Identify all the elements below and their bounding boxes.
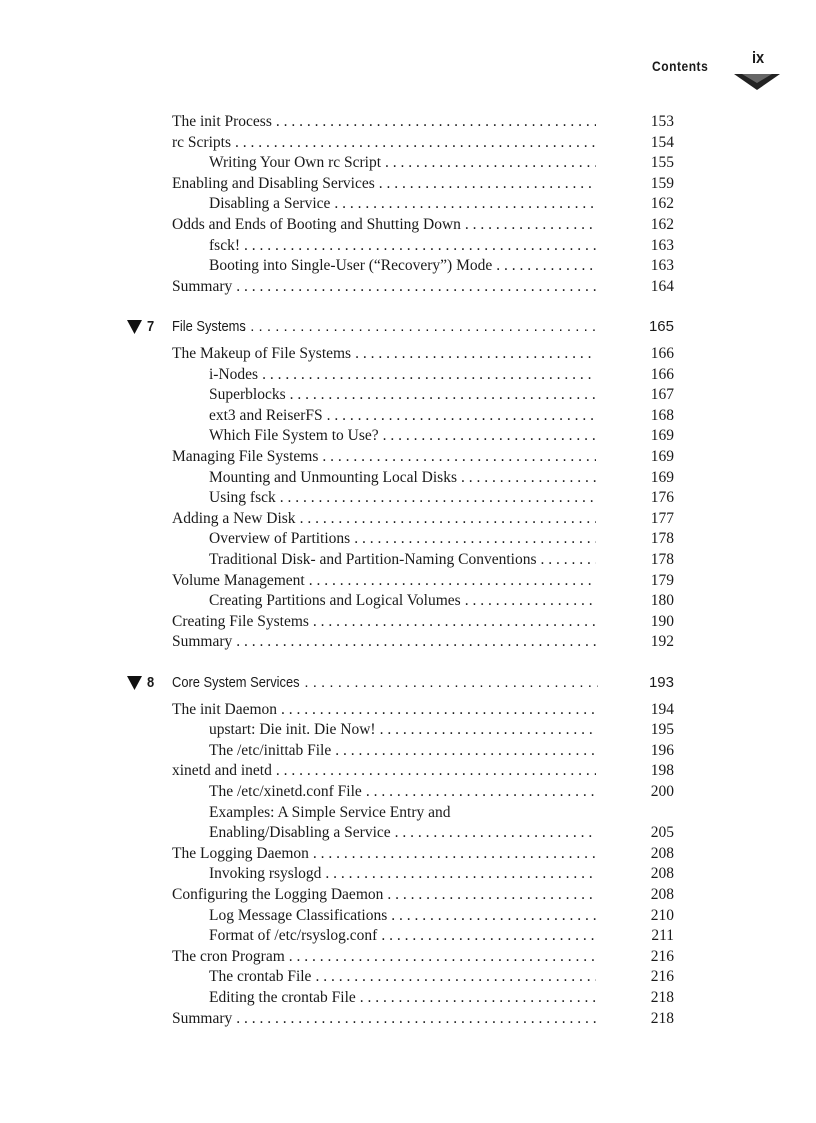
entry-title: Overview of Partitions xyxy=(209,530,351,548)
entry-line xyxy=(209,803,451,823)
entry-line xyxy=(209,591,600,611)
toc-entry xyxy=(0,194,816,214)
dot-leader xyxy=(281,700,596,720)
entry-title: Booting into Single-User (“Recovery”) Mode xyxy=(209,257,493,275)
dot-leader xyxy=(461,468,596,488)
entry-line xyxy=(209,823,600,843)
toc-entry xyxy=(0,988,816,1008)
page-reference: 155 xyxy=(650,154,674,172)
page-reference: 166 xyxy=(650,365,674,383)
toc-entry xyxy=(0,509,816,529)
entry-title: Which File System to Use? xyxy=(209,427,379,445)
entry-title: Configuring the Logging Daemon xyxy=(172,886,384,903)
entry-title: Invoking rsyslogd xyxy=(209,865,322,883)
dot-leader xyxy=(315,967,596,987)
entry-title: Format of /etc/rsyslog.conf xyxy=(209,927,378,945)
dot-leader xyxy=(385,153,596,173)
entry-title: The init Process xyxy=(172,113,272,130)
triangle-marker-icon xyxy=(127,676,142,690)
entry-line xyxy=(209,926,600,946)
entry-line xyxy=(209,488,600,508)
toc-entry xyxy=(0,782,816,802)
entry-line xyxy=(209,236,600,256)
page-reference: 162 xyxy=(650,216,674,233)
down-arrow-icon xyxy=(732,70,782,92)
dot-leader xyxy=(354,529,596,549)
entry-line xyxy=(209,550,600,570)
dot-leader xyxy=(304,673,598,693)
dot-leader xyxy=(380,720,596,740)
entry-line xyxy=(209,967,600,987)
chapter-number: 7 xyxy=(147,318,155,336)
entry-line xyxy=(172,215,600,235)
entry-title: Managing File Systems xyxy=(172,448,319,465)
entry-title: ext3 and ReiserFS xyxy=(209,406,323,424)
toc-entry xyxy=(0,236,816,256)
entry-title: Odds and Ends of Booting and Shutting Down xyxy=(172,216,461,233)
dot-leader xyxy=(313,844,596,864)
toc-entry xyxy=(0,153,816,173)
toc-entry xyxy=(0,133,816,153)
dot-leader xyxy=(276,112,596,132)
entry-title: Creating Partitions and Logical Volumes xyxy=(209,592,461,610)
page-reference: 210 xyxy=(650,906,674,924)
dot-leader xyxy=(236,277,596,297)
entry-line xyxy=(172,632,600,652)
dot-leader xyxy=(280,488,596,508)
toc-entry xyxy=(0,488,816,508)
page-reference: 169 xyxy=(650,448,674,465)
entry-line xyxy=(209,468,600,488)
page-reference: 190 xyxy=(650,612,674,630)
entry-title: Summary xyxy=(172,633,233,651)
toc-entry xyxy=(0,612,816,632)
entry-title: Log Message Classifications xyxy=(209,906,388,924)
entry-line xyxy=(209,426,600,446)
entry-title: The crontab File xyxy=(209,968,312,986)
page-reference: 211 xyxy=(651,927,674,945)
entry-title: The Logging Daemon xyxy=(172,844,309,862)
dot-leader xyxy=(244,236,596,256)
entry-line xyxy=(209,365,600,385)
entry-title: Volume Management xyxy=(172,571,305,589)
page-reference: 165 xyxy=(648,318,674,336)
dot-leader xyxy=(379,174,596,194)
entry-title: Editing the crontab File xyxy=(209,989,356,1006)
dot-leader xyxy=(381,926,596,946)
dot-leader xyxy=(300,509,596,529)
page-reference: 167 xyxy=(650,386,674,404)
toc-entry xyxy=(0,885,816,905)
entry-line xyxy=(172,447,600,467)
entry-title: Adding a New Disk xyxy=(172,509,296,527)
dot-leader xyxy=(325,864,596,884)
page-reference: 208 xyxy=(650,844,674,862)
page-reference: 216 xyxy=(650,947,674,965)
page-reference: 166 xyxy=(650,345,674,362)
page-reference: 180 xyxy=(650,592,674,610)
page-reference: 218 xyxy=(650,1009,674,1027)
dot-leader xyxy=(383,426,596,446)
entry-title: The /etc/xinetd.conf File xyxy=(209,783,362,800)
dot-leader xyxy=(289,947,596,967)
toc-entry xyxy=(0,700,816,720)
toc-entry xyxy=(0,406,816,426)
entry-line xyxy=(172,700,600,720)
entry-title: fsck! xyxy=(209,236,240,254)
dot-leader xyxy=(334,194,596,214)
toc-entry xyxy=(0,844,816,864)
dot-leader xyxy=(242,317,598,337)
page-reference: 178 xyxy=(650,551,674,568)
entry-title: The cron Program xyxy=(172,947,285,965)
page-reference: 163 xyxy=(650,257,674,275)
entry-line xyxy=(172,947,600,967)
toc-entry xyxy=(0,761,816,781)
entry-line xyxy=(172,112,600,132)
entry-line xyxy=(209,256,600,276)
toc-entry xyxy=(0,468,816,488)
dot-leader xyxy=(465,215,596,235)
entry-title: Examples: A Simple Service Entry and xyxy=(209,803,451,821)
entry-line xyxy=(209,864,600,884)
running-head-contents: Contents xyxy=(652,58,709,74)
entry-line xyxy=(209,385,600,405)
entry-title: Traditional Disk- and Partition-Naming Conventions xyxy=(209,551,537,568)
dot-leader xyxy=(327,406,596,426)
entry-title: The /etc/inittab File xyxy=(209,741,332,759)
page-reference: 196 xyxy=(650,741,674,759)
toc-entry xyxy=(0,215,816,235)
entry-line xyxy=(172,317,602,337)
dot-leader xyxy=(322,447,596,467)
entry-title: Using fsck xyxy=(209,489,276,507)
entry-line xyxy=(172,133,600,153)
dot-leader xyxy=(366,782,596,802)
toc-entry xyxy=(0,426,816,446)
toc-entry xyxy=(0,906,816,926)
page-reference: 178 xyxy=(650,530,674,548)
entry-title: i-Nodes xyxy=(209,365,259,383)
entry-title: xinetd and inetd xyxy=(172,762,272,780)
entry-line xyxy=(172,277,600,297)
entry-line xyxy=(172,844,600,864)
entry-title: Summary xyxy=(172,1009,233,1027)
entry-line xyxy=(209,406,600,426)
entry-line xyxy=(172,761,600,781)
page-number: ix xyxy=(752,48,765,67)
entry-title: rc Scripts xyxy=(172,133,231,151)
entry-title: Mounting and Unmounting Local Disks xyxy=(209,468,457,486)
entry-title: Creating File Systems xyxy=(172,612,309,630)
page-reference: 162 xyxy=(650,195,674,213)
dot-leader xyxy=(541,550,597,570)
entry-line xyxy=(209,988,600,1008)
dot-leader xyxy=(309,571,596,591)
dot-leader xyxy=(496,256,596,276)
entry-line xyxy=(209,720,600,740)
entry-line xyxy=(172,509,600,529)
toc-entry xyxy=(0,112,816,132)
dot-leader xyxy=(391,906,596,926)
page-reference: 163 xyxy=(650,236,674,254)
entry-line xyxy=(209,529,600,549)
toc-entry xyxy=(0,632,816,652)
toc-entry xyxy=(0,365,816,385)
page-reference: 153 xyxy=(650,113,674,130)
entry-line xyxy=(209,906,600,926)
page-reference: 179 xyxy=(650,571,674,589)
page-reference: 176 xyxy=(650,489,674,507)
toc-entry xyxy=(0,529,816,549)
page-reference: 194 xyxy=(650,700,674,718)
chapter-title: File Systems xyxy=(172,318,246,336)
dot-leader xyxy=(387,885,596,905)
page-reference: 198 xyxy=(650,762,674,780)
toc-entry xyxy=(0,864,816,884)
toc-entry xyxy=(0,803,816,823)
entry-line xyxy=(172,344,600,364)
entry-title: upstart: Die init. Die Now! xyxy=(209,721,376,739)
toc-entry xyxy=(0,256,816,276)
entry-line xyxy=(172,174,600,194)
dot-leader xyxy=(262,365,596,385)
dot-leader xyxy=(335,741,596,761)
page-reference: 218 xyxy=(650,989,674,1006)
toc-entry xyxy=(0,344,816,364)
toc-entry xyxy=(0,550,816,570)
triangle-marker-icon xyxy=(127,320,142,334)
chapter-heading xyxy=(0,317,816,337)
toc-entry xyxy=(0,174,816,194)
entry-title: Writing Your Own rc Script xyxy=(209,154,382,172)
page-header xyxy=(0,0,816,100)
entry-title: Enabling and Disabling Services xyxy=(172,174,375,192)
toc-entry xyxy=(0,720,816,740)
dot-leader xyxy=(313,612,596,632)
toc-entry xyxy=(0,741,816,761)
page-reference: 168 xyxy=(650,406,674,424)
entry-line xyxy=(209,741,600,761)
toc-entry xyxy=(0,926,816,946)
toc-entry xyxy=(0,571,816,591)
dot-leader xyxy=(355,344,596,364)
entry-title: The Makeup of File Systems xyxy=(172,345,352,362)
toc-entry xyxy=(0,947,816,967)
toc-entry xyxy=(0,277,816,297)
entry-title: Superblocks xyxy=(209,386,286,404)
entry-line xyxy=(172,673,602,693)
dot-leader xyxy=(290,385,596,405)
page-reference: 193 xyxy=(648,674,674,691)
dot-leader xyxy=(465,591,596,611)
entry-line xyxy=(172,571,600,591)
toc-entry xyxy=(0,385,816,405)
entry-title: Enabling/Disabling a Service xyxy=(209,824,391,842)
entry-line xyxy=(209,194,600,214)
dot-leader xyxy=(235,133,596,153)
entry-title: The init Daemon xyxy=(172,700,278,718)
page-reference: 216 xyxy=(650,968,674,986)
dot-leader xyxy=(360,988,596,1008)
entry-line xyxy=(172,612,600,632)
page-reference: 169 xyxy=(650,427,674,445)
toc-entry xyxy=(0,823,816,843)
entry-line xyxy=(209,153,600,173)
page-reference: 205 xyxy=(650,824,674,842)
page-reference: 164 xyxy=(650,277,674,295)
page-reference: 169 xyxy=(650,468,674,486)
entry-line xyxy=(209,782,600,802)
page-reference: 159 xyxy=(650,174,674,192)
toc-entry xyxy=(0,447,816,467)
entry-title: Summary xyxy=(172,277,233,295)
dot-leader xyxy=(276,761,596,781)
toc-entry xyxy=(0,967,816,987)
entry-line xyxy=(172,885,600,905)
chapter-title: Core System Services xyxy=(172,674,300,691)
chapter-number: 8 xyxy=(147,674,155,691)
toc-entry xyxy=(0,591,816,611)
page-reference: 208 xyxy=(650,865,674,883)
page-reference: 154 xyxy=(650,133,674,151)
page-reference: 208 xyxy=(650,886,674,903)
page-reference: 192 xyxy=(650,633,674,651)
entry-title: Disabling a Service xyxy=(209,195,331,213)
dot-leader xyxy=(395,823,596,843)
page-reference: 177 xyxy=(650,509,674,527)
dot-leader xyxy=(236,632,596,652)
toc-entry xyxy=(0,1009,816,1029)
dot-leader xyxy=(236,1009,596,1029)
page-reference: 195 xyxy=(650,721,674,739)
chapter-heading xyxy=(0,673,816,693)
entry-line xyxy=(172,1009,600,1029)
page-reference: 200 xyxy=(650,783,674,800)
